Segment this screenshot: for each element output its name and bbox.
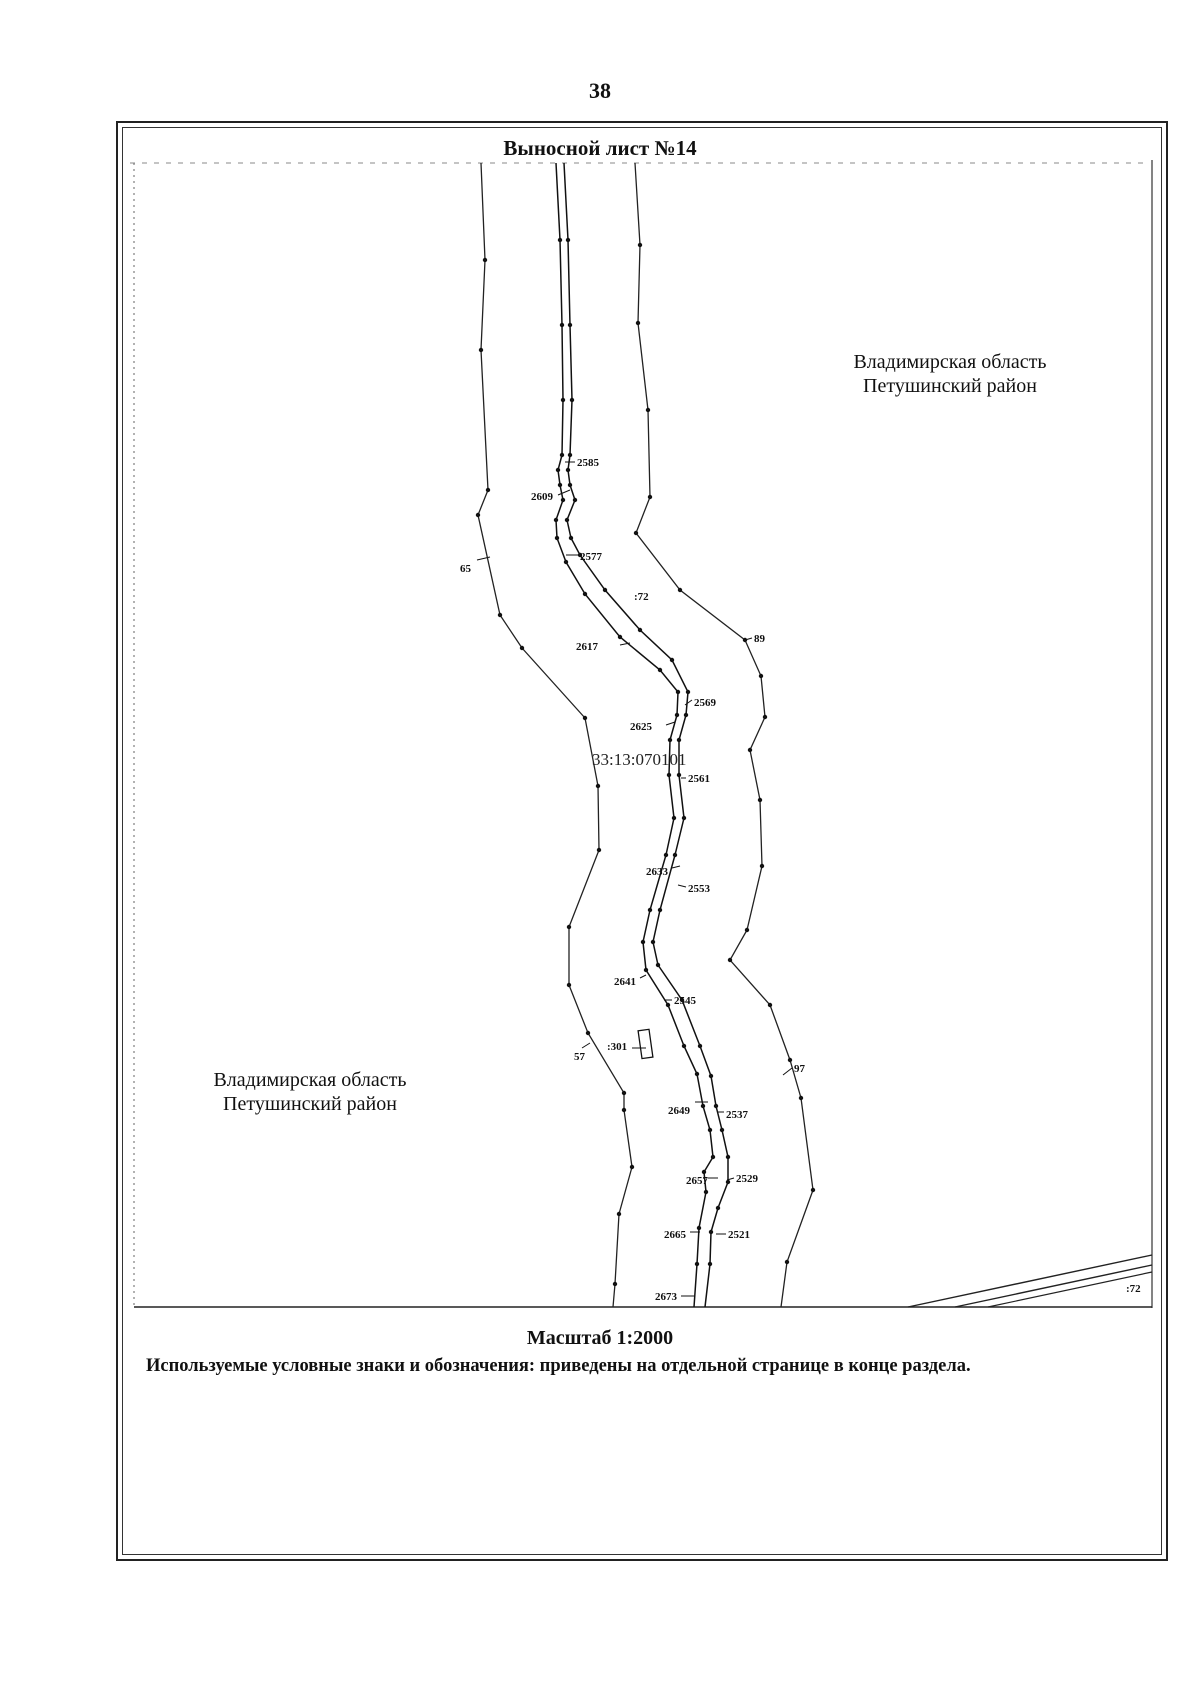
vertex-dot bbox=[695, 1072, 699, 1076]
vertex-dot bbox=[785, 1260, 789, 1264]
vertex-dot bbox=[709, 1074, 713, 1078]
vertex-dot bbox=[558, 238, 562, 242]
vertex-dot bbox=[656, 963, 660, 967]
point-label: 2585 bbox=[577, 457, 599, 469]
vertex-dot bbox=[622, 1091, 626, 1095]
vertex-dot bbox=[520, 646, 524, 650]
vertex-dot bbox=[558, 483, 562, 487]
district-name: Петушинский район bbox=[863, 375, 1037, 397]
vertex-dot bbox=[498, 613, 502, 617]
point-label: 2537 bbox=[726, 1109, 748, 1121]
vertex-dot bbox=[668, 738, 672, 742]
vertex-dot bbox=[622, 1108, 626, 1112]
vertex-dot bbox=[556, 468, 560, 472]
vertex-dot bbox=[634, 531, 638, 535]
district-name: Петушинский район bbox=[223, 1093, 397, 1115]
vertex-dot bbox=[676, 690, 680, 694]
vertex-dot bbox=[702, 1170, 706, 1174]
point-label: 2561 bbox=[688, 773, 710, 785]
vertex-dot bbox=[617, 1212, 621, 1216]
vertex-dot bbox=[698, 1044, 702, 1048]
point-label: 2665 bbox=[664, 1229, 686, 1241]
vertex-dot bbox=[686, 690, 690, 694]
vertex-dot bbox=[799, 1096, 803, 1100]
vertex-dot bbox=[672, 816, 676, 820]
vertex-dot bbox=[603, 588, 607, 592]
vertex-dot bbox=[583, 592, 587, 596]
vertex-dot bbox=[568, 483, 572, 487]
vertex-dot bbox=[568, 323, 572, 327]
vertex-dot bbox=[763, 715, 767, 719]
vertex-dot bbox=[759, 674, 763, 678]
vertex-dot bbox=[646, 408, 650, 412]
point-label: 2545 bbox=[674, 995, 696, 1007]
point-label: 2625 bbox=[630, 721, 652, 733]
vertex-dot bbox=[583, 716, 587, 720]
point-label: 2553 bbox=[688, 883, 710, 895]
vertex-dot bbox=[658, 908, 662, 912]
vertex-dot bbox=[561, 398, 565, 402]
vertex-dot bbox=[714, 1104, 718, 1108]
road-line-2 bbox=[955, 1265, 1152, 1307]
point-label: 2609 bbox=[531, 491, 553, 503]
vertex-dot bbox=[613, 1282, 617, 1286]
vertex-dot bbox=[748, 748, 752, 752]
vertex-dot bbox=[568, 453, 572, 457]
vertex-dot bbox=[648, 495, 652, 499]
vertex-dot bbox=[566, 468, 570, 472]
vertex-dot bbox=[560, 323, 564, 327]
road-line-1 bbox=[908, 1255, 1152, 1307]
vertex-dot bbox=[648, 908, 652, 912]
vertex-dot bbox=[554, 518, 558, 522]
region-name: Владимирская область bbox=[853, 351, 1047, 373]
label-leaders bbox=[477, 462, 792, 1296]
point-label: 2633 bbox=[646, 866, 668, 878]
vertex-dot bbox=[570, 398, 574, 402]
vertex-dot bbox=[476, 513, 480, 517]
vertex-dot bbox=[644, 968, 648, 972]
point-label: 2617 bbox=[576, 641, 598, 653]
vertex-dot bbox=[682, 816, 686, 820]
vertex-dot bbox=[636, 321, 640, 325]
vertex-dot bbox=[658, 668, 662, 672]
vertex-dot bbox=[486, 488, 490, 492]
point-label: 97 bbox=[794, 1063, 805, 1075]
vertex-dot bbox=[695, 1262, 699, 1266]
vertex-dot bbox=[555, 536, 559, 540]
vertex-dot bbox=[664, 853, 668, 857]
vertex-dot bbox=[666, 1003, 670, 1007]
point-label: 2649 bbox=[668, 1105, 690, 1117]
vertex-dot bbox=[726, 1180, 730, 1184]
vertex-dot bbox=[483, 258, 487, 262]
zone-boundary-right bbox=[635, 163, 813, 1307]
point-label: 2569 bbox=[694, 697, 716, 709]
vertex-dot bbox=[596, 784, 600, 788]
point-label: 2521 bbox=[728, 1229, 750, 1241]
vertex-dot bbox=[708, 1262, 712, 1266]
region-label-right bbox=[790, 350, 1110, 398]
legend-note: Используемые условные знаки и обозначения: приведены на отдельной странице в конце раздела. bbox=[146, 1356, 971, 1376]
vertex-dot bbox=[569, 536, 573, 540]
sheet-title: Выносной лист №14 bbox=[503, 136, 697, 160]
vertex-dot bbox=[677, 738, 681, 742]
vertex-dot bbox=[573, 498, 577, 502]
vertex-dot bbox=[760, 864, 764, 868]
region-label-left bbox=[150, 1068, 470, 1116]
vertex-dot bbox=[708, 1128, 712, 1132]
vertex-dot bbox=[560, 453, 564, 457]
point-label: 2641 bbox=[614, 976, 636, 988]
page-number: 38 bbox=[589, 78, 611, 103]
vertex-dot bbox=[704, 1190, 708, 1194]
vertex-dot bbox=[651, 940, 655, 944]
watercourse-bank-left bbox=[556, 163, 713, 1307]
region-name: Владимирская область bbox=[213, 1069, 407, 1091]
vertex-dot bbox=[567, 925, 571, 929]
building-301 bbox=[638, 1029, 653, 1058]
vertex-dot bbox=[667, 773, 671, 777]
vertex-dot bbox=[701, 1104, 705, 1108]
vertex-dot bbox=[768, 1003, 772, 1007]
point-label: 2577 bbox=[580, 551, 602, 563]
vertex-dot bbox=[597, 848, 601, 852]
point-label: 89 bbox=[754, 633, 765, 645]
vertex-dot bbox=[697, 1226, 701, 1230]
vertex-dot bbox=[630, 1165, 634, 1169]
parcel-label-72: :72 bbox=[634, 591, 649, 603]
vertex-dot bbox=[745, 928, 749, 932]
vertex-dot bbox=[675, 713, 679, 717]
vertex-dot bbox=[638, 628, 642, 632]
parcel-label-301: :301 bbox=[607, 1041, 628, 1053]
vertex-dot bbox=[811, 1188, 815, 1192]
vertex-dot bbox=[564, 560, 568, 564]
vertex-dot bbox=[565, 518, 569, 522]
point-label: 65 bbox=[460, 563, 471, 575]
vertex-dot bbox=[638, 243, 642, 247]
parcel-label-72-corner: :72 bbox=[1126, 1283, 1141, 1295]
vertex-dot bbox=[678, 588, 682, 592]
vertex-dot bbox=[758, 798, 762, 802]
vertex-dot bbox=[677, 773, 681, 777]
vertex-dot bbox=[479, 348, 483, 352]
vertex-dot bbox=[682, 1044, 686, 1048]
point-label: 2657 bbox=[686, 1175, 708, 1187]
vertex-dot bbox=[561, 498, 565, 502]
vertex-dot bbox=[567, 983, 571, 987]
vertex-dot bbox=[586, 1031, 590, 1035]
vertex-dot bbox=[673, 853, 677, 857]
vertex-dot bbox=[716, 1206, 720, 1210]
vertex-dot bbox=[726, 1155, 730, 1159]
vertex-dot bbox=[728, 958, 732, 962]
vertex-dot bbox=[566, 238, 570, 242]
point-label: 2673 bbox=[655, 1291, 677, 1303]
vertex-dot bbox=[641, 940, 645, 944]
point-label: 57 bbox=[574, 1051, 585, 1063]
cadastral-quarter-number: 33:13:070101 bbox=[592, 750, 687, 769]
point-label: 2529 bbox=[736, 1173, 758, 1185]
vertex-dot bbox=[711, 1155, 715, 1159]
vertex-dot bbox=[709, 1230, 713, 1234]
zone-boundary-left bbox=[478, 163, 632, 1307]
vertex-dot bbox=[670, 658, 674, 662]
map-scale: Масштаб 1:2000 bbox=[526, 1327, 674, 1349]
vertex-dot bbox=[720, 1128, 724, 1132]
vertex-dot bbox=[788, 1058, 792, 1062]
vertex-dot bbox=[684, 713, 688, 717]
vertex-dot bbox=[618, 635, 622, 639]
